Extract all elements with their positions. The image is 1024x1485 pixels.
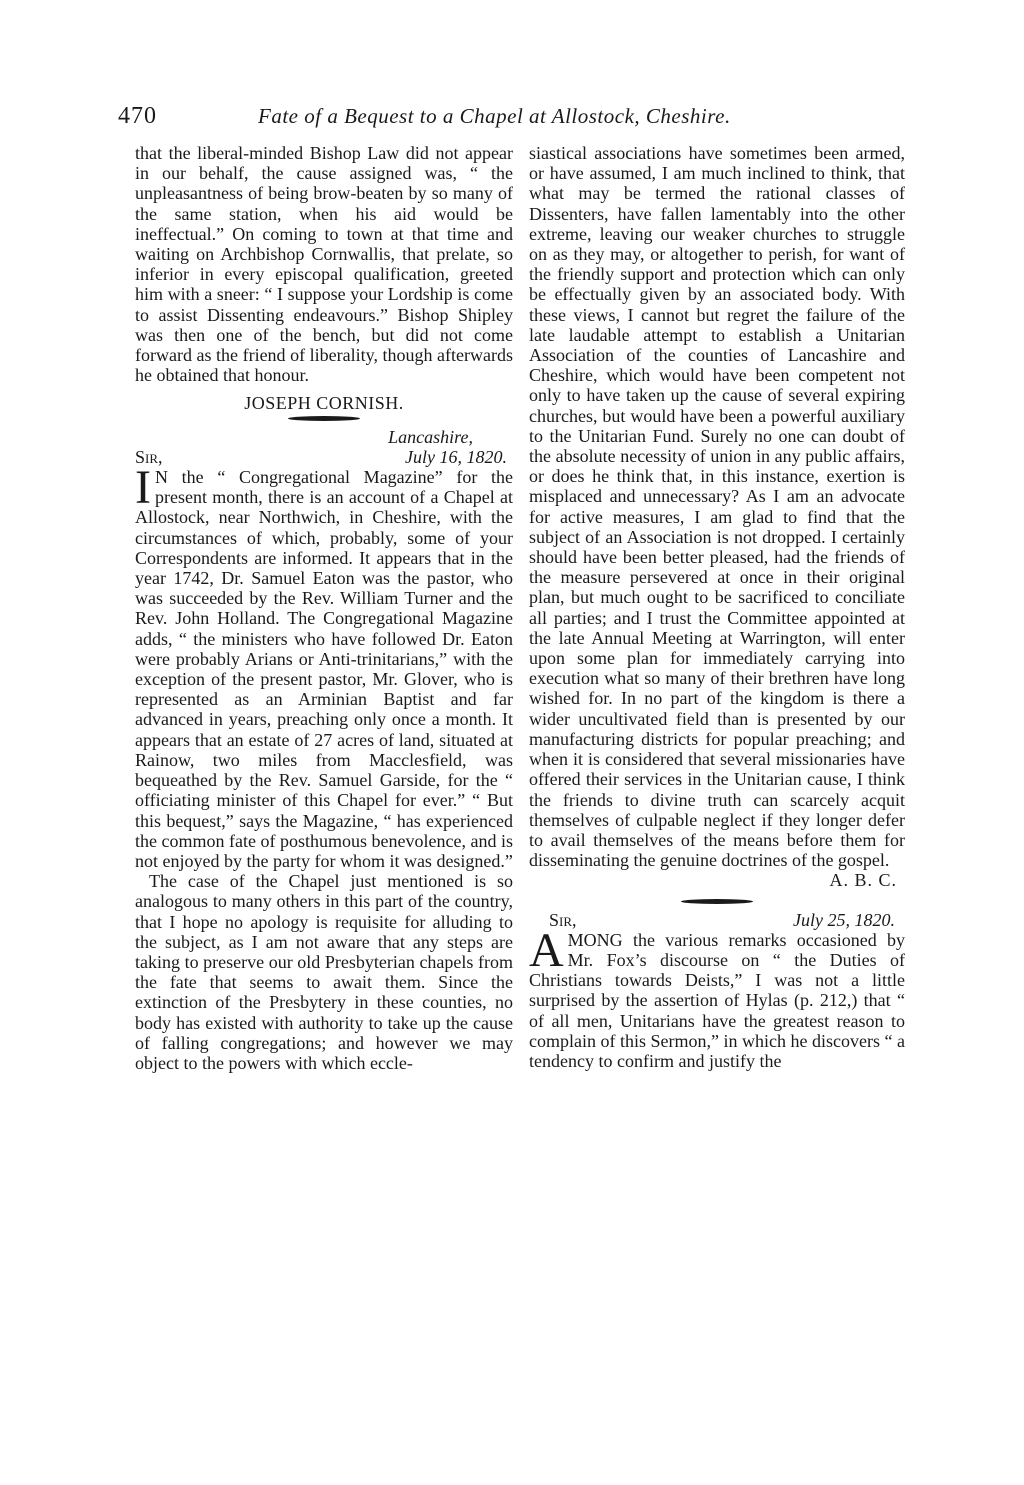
paragraph-continued: siastical associations have sometimes been armed, or have assumed, I am much inclined to think, that what may be termed the rational classes of Dissenters, have fallen lamentably into the other extreme, leaving our weaker churches to struggle on as they may, or altogether to perish, for want of the friendly support and protection which can only be effectually given by an associated body. With these views, I cannot but regret the failure of the late laudable attempt to establish a Unitarian Association of the counties of Lancashire and Cheshire, which would have been competent not only to have taken up the cause of several expiring churches, but would have been a powerful auxiliary to the Unitarian Fund. Surely no one can doubt of the absolute necessity of union in any public affairs, or does he think that, in this instance, exertion is misplaced and unnecessary? As I am an advocate for active measures, I am glad to find that the subject of an Association is not dropped. I certainly should have been better pleased, had the friends of the measure persevered at once in their original plan, but much ought to be sacrificed to conciliate all parties; and I trust the Committee appointed at the late Annual Meeting at Warrington, will enter upon some plan for immediately carrying into execution what so many of their brethren have long wished for. In no part of the kingdom is there a wider uncultivated field than is presented by our manufacturing districts for popular preaching; and when it is considered that several missionaries have offered their services in the Unitarian cause, I think the friends to divine truth can scarcely acquit themselves of culpable neglect if they longer defer to avail themselves of the means before them for disseminating the genuine doctrines of the gospel. [529, 143, 905, 871]
letter3-paragraph-1-text: MONG the various remarks occasioned by Mr. Fox’s discourse on “ the Duties of Christians towards Deists,” I was not a little surprised by the assertion of Hylas (p. 212,) that “ of all men, Unitarians have the greatest reason to complain of this Sermon,” in which he discovers “ a tendency to confirm and justify the [529, 929, 905, 1071]
running-title: Fate of a Bequest to a Chapel at Allostock, Cheshire. [258, 104, 731, 128]
letter-paragraph-2: The case of the Chapel just mentioned is so analogous to many others in this part of the country, that I hope no apology is requisite for alluding to the subject, as I am not aware that any steps are taking to preserve our old Presbyterian chapels from the fate that seems to await them. Since the extinction of the Presbytery in these counties, no body has existed with authority to take up the cause of falling congregations; and however we may object to the powers with which eccle- [135, 871, 513, 1073]
right-column [529, 143, 905, 1071]
letter3-date: July 25, 1820. [793, 909, 895, 930]
section-divider [288, 416, 360, 421]
page-number: 470 [118, 103, 157, 129]
left-column [135, 143, 513, 1073]
signature-abc: A. B. C. [829, 870, 897, 891]
letter-dateline [135, 447, 513, 467]
paragraph-intro: that the liberal-minded Bishop Law did not appear in our behalf, the cause assigned was, “ the unpleasantness of being brow-beaten by so many of the same station, when his aid would be ineffectual.” On coming to town at that time and waiting on Archbishop Cornwallis, that prelate, so inferior in every episcopal qualification, greeted him with a sneer: “ I suppose your Lordship is come to assist Dissenting endeavours.” Bishop Shipley was then one of the bench, but did not come forward as the friend of liberality, though afterwards he obtained that honour. [135, 143, 513, 386]
drop-cap: I [135, 461, 151, 515]
letter-date: July 16, 1820. [405, 446, 507, 467]
letter3-paragraph-1 [529, 923, 905, 1071]
letter-salutation: Sir, [135, 446, 163, 467]
letter3-salutation: Sir, [549, 909, 577, 930]
letter-paragraph-1 [135, 461, 513, 871]
section-divider-2 [681, 899, 753, 904]
letter3-dateline [529, 910, 905, 930]
letter-place: Lancashire, [388, 426, 473, 447]
drop-cap-a: A [529, 923, 564, 977]
signature-joseph-cornish: JOSEPH CORNISH. [244, 393, 404, 414]
letter-paragraph-1-text: N the “ Congregational Magazine” for the present month, there is an account of a Chapel at Allostock, near Northwich, in Cheshire, with the circumstances of which, probably, some of your Correspondents are informed. It appears that in the year 1742, Dr. Samuel Eaton was the pastor, who was succeeded by the Rev. William Turner and the Rev. John Holland. The Congregational Magazine adds, “ the ministers who have followed Dr. Eaton were probably Arians or Anti-trinitarians,” with the exception of the present pastor, Mr. Glover, who is represented as an Arminian Baptist and far advanced in years, preaching only once a month. It appears that an estate of 27 acres of land, situated at Rainow, two miles from Macclesfield, was bequeathed by the Rev. Samuel Garside, for the “ officiating minister of this Chapel for ever.” “ But this bequest,” says the Magazine, “ has experienced the common fate of posthumous benevolence, and is not enjoyed by the party for whom it was designed.” [135, 467, 513, 871]
page-header [118, 103, 898, 133]
